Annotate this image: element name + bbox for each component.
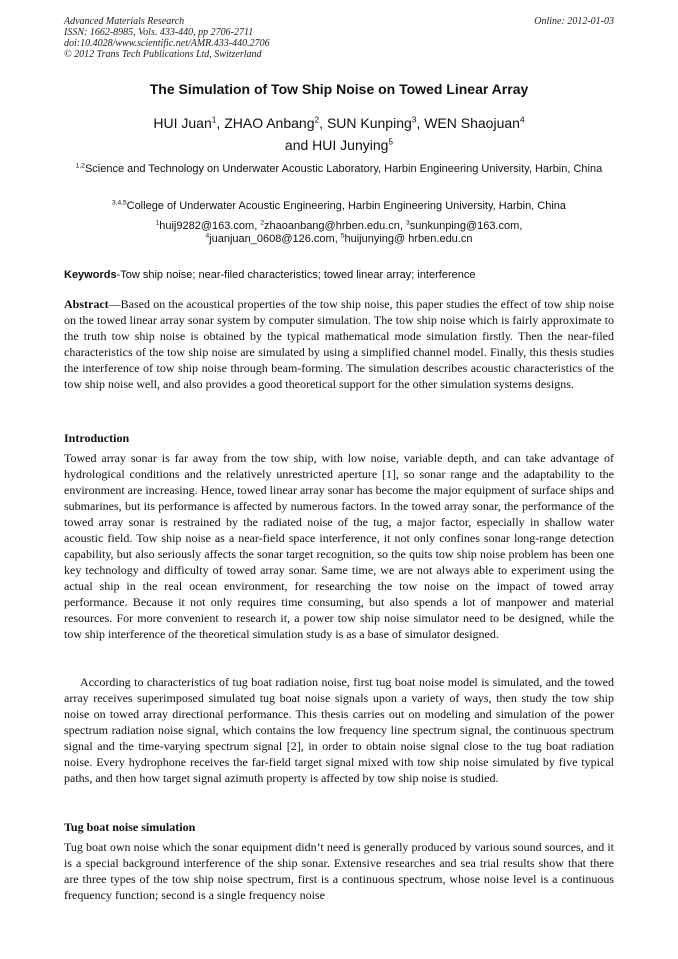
doi-line: doi:10.4028/www.scientific.net/AMR.433-440.2706 — [64, 38, 270, 49]
email-link: huijunying@ hrben.edu.cn — [344, 233, 473, 245]
email-link: huij9282@163.com, — [159, 220, 261, 232]
author: SUN Kunping$^3$, — [326, 114, 425, 131]
paragraph: Tug boat own noise which the sonar equipment didn’t need is generally produced by various sound sources, and it is a special background interference of the ship sonar. Extensive researches and sea trial results show that there are three types of the tow ship noise spectrum, first is a continuous spectrum, whose noise level is a continuous frequency function; second is a single frequency noise — [64, 840, 614, 902]
section-heading-tug-boat: Tug boat noise simulation — [64, 820, 196, 834]
abstract-label: Abstract — [64, 297, 109, 311]
paragraph: According to characteristics of tug boat radiation noise, first tug boat noise model is simulated, and the towed array receives superimposed simulated tug boat noise signals upon a variety of ways, then study the tow ship noise on towed array directional performance. This thesis carries out on modeling and simulation of the power spectrum radiation noise signal, which contains the low frequency line spectrum signal, the continuous spectrum signal and the time-varying spectrum signal [2], in order to obtain noise signal close to the tug boat radiation noise. Every hydrophone receives the far-field target signal mixed with tow ship noise simulated by five typical paths, and then how target signal azimuth property is affected by tow ship noise is studied. — [64, 675, 614, 785]
email-link: sunkunping@163.com, — [409, 220, 523, 232]
email-link: juanjuan_0608@126.com, — [209, 233, 341, 245]
keywords-label: Keywords — [64, 269, 117, 281]
affiliation: $^{1,2}$Science and Technology on Underwater Acoustic Laboratory, Harbin Engineering University, Harbin, China — [75, 162, 603, 175]
keywords-text: -Tow ship noise; near-filed characteristics; towed linear array; interference — [116, 269, 476, 281]
author: ZHAO Anbang$^2$, — [224, 114, 327, 131]
author: and HUI Junying$^5$ — [284, 136, 394, 153]
author: WEN Shaojuan$^4$ — [424, 114, 525, 131]
paper-title: The Simulation of Tow Ship Noise on Towed Linear Array — [149, 81, 529, 97]
author: HUI Juan$^1$, — [153, 114, 225, 131]
section-heading-introduction: Introduction — [64, 431, 130, 445]
journal-name: Advanced Materials Research — [64, 16, 185, 27]
author-list — [64, 112, 614, 156]
paragraph: Towed array sonar is far away from the tow ship, with low noise, variable depth, and can take advantage of hydrological conditions and the relatively unrestricted aperture [1], so sonar range and the adaptability to the environment are increasing. Hence, towed linear array sonar has become the major equipment of surface ships and submarines, but its performance is affected by numerous factors. In the towed array sonar, the performance of the towed array sonar is restrained by the radiated noise of the tug, a major factor, especially in shallow water acoustic field. Tow ship noise as a near-field space interference, it not only confines sonar long-range detection capability, but also seriously affects the sonar target recognition, so the quits tow ship noise problem has been one key technology and difficulty of towed array sonar. Same time, we are not always able to experiment using the actual ship in the real ocean environment, for researching the tow noise on the impact of towed array performance. Because it not only requires time consuming, but also spends a lot of manpower and material resources. For more convenient to research it, a power tow ship noise simulator need to be designed, while the tow ship interference of the theoretical simulation study is as a base of simulator designed. — [64, 451, 614, 641]
journal-header — [64, 16, 614, 60]
abstract-text: —Based on the acoustical properties of the tow ship noise, this paper studies the effect of tow ship noise on the towed linear array sonar system by computer simulation. The tow ship noise which is fairly approximate to the truth tow ship noise is obtained by the typical mathematical mode simulation firstly. Then the near-filed characteristics of the tow ship noise are simulated by using a simplified channel model. Finally, this thesis studies the interference of tow ship noise through beam-forming. The simulation describes acoustic characteristics of the tow ship noise well, and also provides a good theoretical support for the other simulation systems designs. — [64, 297, 614, 391]
issn-line: ISSN: 1662-8985, Vols. 433-440, pp 2706-2711 — [64, 27, 254, 38]
online-date: Online: 2012-01-03 — [534, 16, 614, 27]
copyright-line: © 2012 Trans Tech Publications Ltd, Switzerland — [64, 49, 262, 60]
abstract — [64, 296, 614, 392]
author-emails: $^1$huij9282@163.com, $^2$zhaoanbang@hrben.edu.cn, $^3$sunkunping@163.com, $^4$juanjuan_0608@126.com, $^5$huijunying@ hrben.edu.cn — [155, 219, 523, 245]
email-link: zhaoanbang@hrben.edu.cn, — [263, 220, 407, 232]
keywords — [64, 268, 614, 282]
affiliation: $^{3,4,5}$College of Underwater Acoustic Engineering, Harbin Engineering University, Harbin, China — [111, 199, 567, 212]
